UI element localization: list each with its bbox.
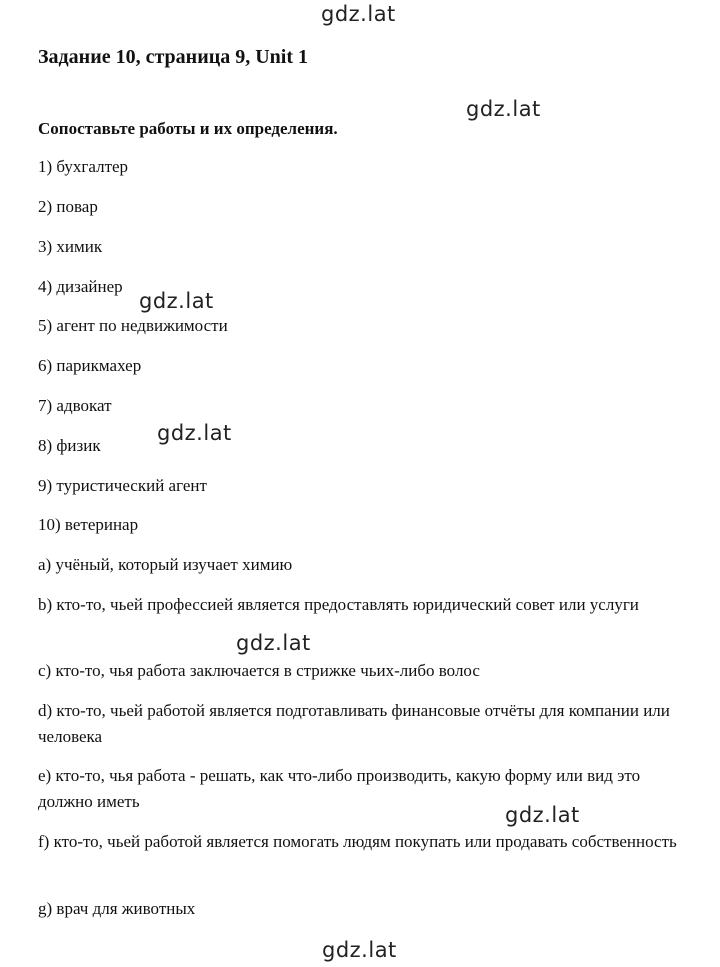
definition-item: d) кто-то, чьей работой является подготавливать финансовые отчёты для компании или человека [38, 701, 670, 746]
watermark-text: gdz.lat [321, 2, 396, 26]
definition-item: g) врач для животных [38, 899, 196, 918]
definition-item: a) учёный, который изучает химию [38, 555, 293, 574]
job-item: 1) бухгалтер [38, 157, 129, 176]
watermark-text: gdz.lat [505, 803, 580, 827]
definition-item: c) кто-то, чья работа заключается в стрижке чьих-либо волос [38, 661, 480, 680]
job-item: 9) туристический агент [38, 476, 207, 495]
job-item: 2) повар [38, 197, 98, 216]
task-instruction: Сопоставьте работы и их определения. [38, 119, 338, 138]
definition-item: f) кто-то, чьей работой является помогать людям покупать или продавать собственность [38, 832, 677, 851]
watermark-text: gdz.lat [236, 631, 311, 655]
page-title: Задание 10, страница 9, Unit 1 [38, 46, 309, 68]
job-item: 4) дизайнер [38, 277, 123, 296]
definition-item: e) кто-то, чья работа - решать, как что-либо производить, какую форму или вид это должно иметь [38, 766, 641, 811]
watermark-text: gdz.lat [139, 289, 214, 313]
job-item: 5) агент по недвижимости [38, 316, 228, 335]
watermark-text: gdz.lat [322, 938, 397, 962]
definition-item: b) кто-то, чьей профессией является предоставлять юридический совет или услуги [38, 595, 639, 614]
job-item: 6) парикмахер [38, 356, 142, 375]
job-item: 3) химик [38, 237, 103, 256]
job-item: 10) ветеринар [38, 515, 139, 534]
job-item: 7) адвокат [38, 396, 112, 415]
watermark-text: gdz.lat [157, 421, 232, 445]
watermark-text: gdz.lat [466, 97, 541, 121]
job-item: 8) физик [38, 436, 101, 455]
